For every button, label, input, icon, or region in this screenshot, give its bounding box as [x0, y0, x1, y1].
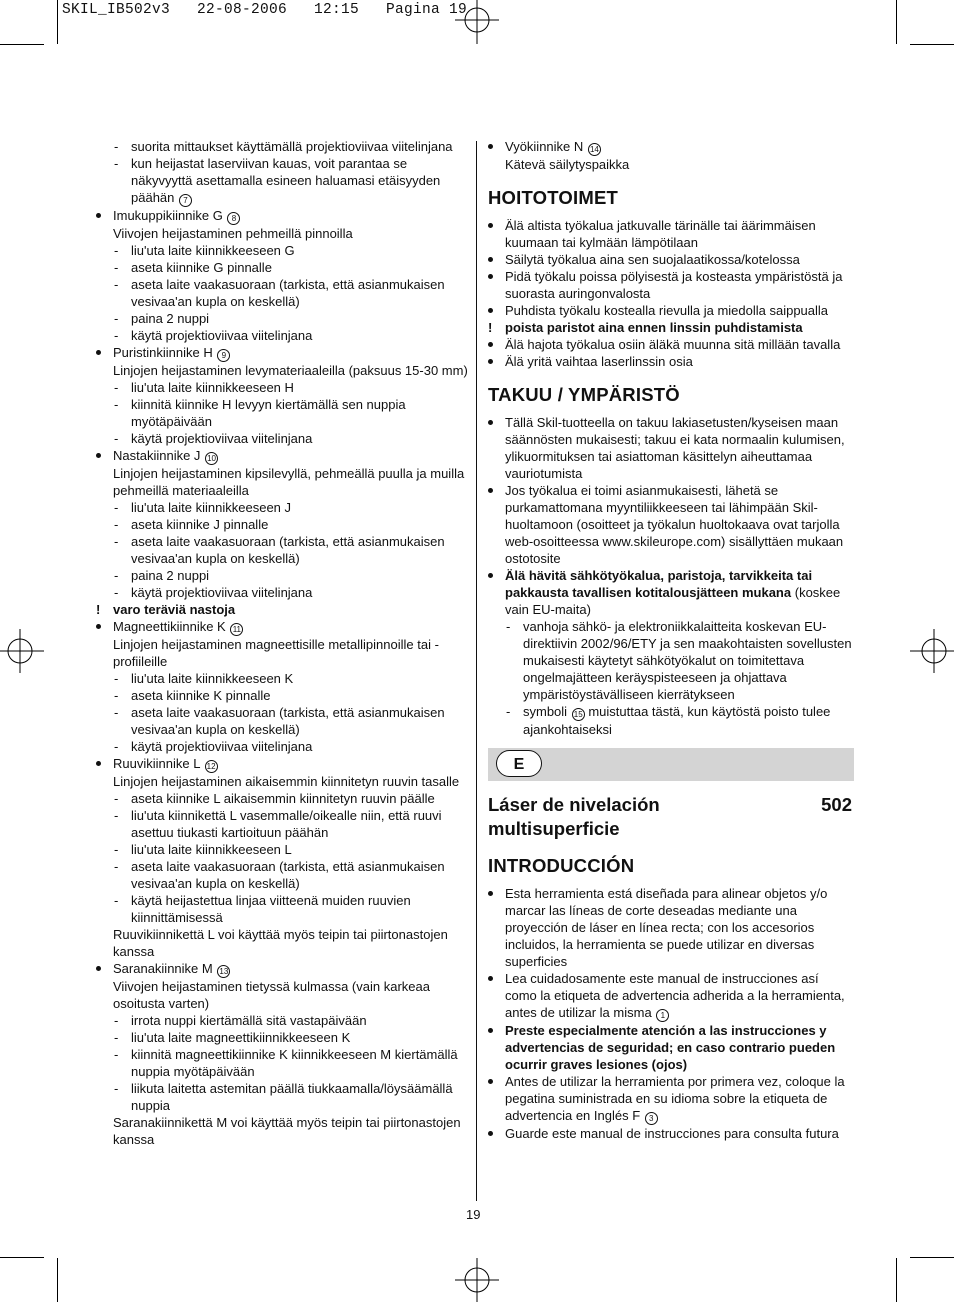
item-text-continued: muistuttaa tästä, kun käytöstä poisto tulee ajankohtaiseksi — [523, 704, 831, 737]
bullet-icon — [488, 223, 493, 228]
product-model: 502 — [821, 794, 852, 815]
dash-list-item — [96, 738, 468, 755]
dash-icon: - — [114, 431, 119, 446]
bullet-icon — [488, 488, 493, 493]
item-text: vanhoja sähkö- ja elektroniikkalaitteita koskevan EU-direktiivin 2002/96/ETY ja sen maakohtaisten sovellusten mukaisesti käytetyt sähkötyökalut on toimitettava ongelmajätteen keräyspisteeseen ja ohjattava ympäristöystävälliseen kierrätykseen — [523, 619, 852, 702]
item-text: Lea cuidadosamente este manual de instrucciones así como la etiqueta de advertencia adherida a la herramienta, antes de utilizar la misma — [505, 971, 845, 1020]
bullet-icon — [488, 274, 493, 279]
dash-list-item — [96, 516, 468, 533]
item-text: käytä projektioviivaa viitelinjana — [131, 431, 313, 446]
figure-ref-icon: 8 — [227, 212, 240, 225]
dash-icon: - — [114, 328, 119, 343]
item-text: varo teräviä nastoja — [113, 602, 236, 617]
dash-icon: - — [114, 671, 119, 686]
dash-icon: - — [114, 517, 119, 532]
language-bar — [488, 748, 854, 781]
item-text: liu'uta laite kiinnikkeeseen G — [131, 243, 295, 258]
item-text: Esta herramienta está diseñada para alinear objetos y/o marcar las líneas de corte deseadas mediante una proyección de láser en línea recta; con los accesorios incluidos, la herramienta se puede utilizar en diversas superficies — [505, 886, 828, 969]
bullet-list-item — [488, 414, 854, 482]
item-text: aseta kiinnike K pinnalle — [131, 688, 271, 703]
bullet-list-item — [96, 207, 468, 225]
product-name: Láser de nivelación multisuperficie — [488, 794, 660, 839]
dash-list-item — [96, 155, 468, 207]
item-text: Viivojen heijastaminen tietyssä kulmassa (vain karkeaa osoitusta varten) — [113, 979, 430, 1011]
bullet-list-item — [488, 1022, 854, 1073]
bullet-icon — [96, 453, 101, 458]
item-text: liu'uta laite kiinnikkeeseen K — [131, 671, 294, 686]
bullet-icon — [488, 1131, 493, 1136]
item-text: Saranakiinnikettä M voi käyttää myös teipin tai piirtonastojen kanssa — [113, 1115, 461, 1147]
paragraph — [96, 978, 468, 1012]
bullet-list-item — [96, 344, 468, 362]
dash-list-item — [488, 618, 854, 703]
dash-list-item — [96, 892, 468, 926]
item-text: Vyökiinnike N — [505, 139, 584, 154]
figure-ref-icon: 3 — [645, 1112, 658, 1125]
item-text: liu'uta laite kiinnikkeeseen L — [131, 842, 292, 857]
bullet-icon — [488, 891, 493, 896]
item-text: Imukuppikiinnike G — [113, 208, 223, 223]
item-text: kun heijastat laserviivan kauas, voit parantaa se näkyvyyttä asettamalla esineen haluamasi etäisyyden päähän — [131, 156, 441, 205]
warning-icon: ! — [96, 602, 101, 617]
bullet-icon — [488, 573, 493, 578]
item-text: poista paristot aina ennen linssin puhdistamista — [505, 320, 803, 335]
dash-list-item — [96, 858, 468, 892]
item-text: käytä projektioviivaa viitelinjana — [131, 585, 313, 600]
paragraph — [96, 362, 468, 379]
item-text: aseta laite vaakasuoraan (tarkista, että asianmukaisen vesivaa'an kupla on keskellä) — [131, 859, 445, 891]
item-text: Linjojen heijastaminen kipsilevyllä, pehmeällä puulla ja muilla pehmeillä materiaaleilla — [113, 466, 465, 498]
dash-list-item — [96, 533, 468, 567]
dash-icon: - — [114, 1081, 119, 1096]
bullet-list-item — [488, 302, 854, 319]
dash-icon: - — [114, 808, 119, 823]
dash-list-item — [96, 1029, 468, 1046]
item-text: kiinnitä kiinnike H levyyn kiertämällä sen nuppia myötäpäivään — [131, 397, 406, 429]
dash-icon: - — [114, 568, 119, 583]
dash-icon: - — [114, 1030, 119, 1045]
section-heading-takuu: TAKUU / YMPÄRISTÖ — [488, 384, 680, 405]
warranty-list — [488, 414, 854, 738]
dash-icon: - — [114, 859, 119, 874]
item-text: Linjojen heijastaminen aikaisemmin kiinnitetyn ruuvin tasalle — [113, 774, 460, 789]
item-text: paina 2 nuppi — [131, 311, 210, 326]
item-text: Jos työkalua ei toimi asianmukaisesti, lähetä se purkamattomana myyntiliikkeeseen tai lähimpään Skil-huoltamoon (osoitteet ja työkalun huoltokaava ovat tarjolla web-osoitteessa www.skileurope.com) sisällyttäen mukaan ostotosite — [505, 483, 844, 566]
dash-list-item — [96, 138, 468, 155]
dash-icon: - — [114, 739, 119, 754]
item-text: Linjojen heijastaminen magneettisille metallipinnoille tai -profiileille — [113, 637, 439, 669]
figure-ref-icon: 12 — [205, 760, 218, 773]
dash-icon: - — [114, 791, 119, 806]
bullet-list-item — [96, 755, 468, 773]
dash-list-item — [96, 1046, 468, 1080]
bullet-icon — [488, 976, 493, 981]
column-divider — [476, 141, 477, 1201]
dash-list-item — [96, 567, 468, 584]
dash-list-item — [96, 327, 468, 344]
item-text: Linjojen heijastaminen levymateriaaleilla (paksuus 15-30 mm) — [113, 363, 468, 378]
item-text: kiinnitä magneettikiinnike K kiinnikkeeseen M kiertämällä nuppia myötäpäivään — [131, 1047, 458, 1079]
figure-ref-icon: 1 — [656, 1009, 669, 1022]
figure-ref-icon: 13 — [217, 965, 230, 978]
spanish-product-title — [488, 793, 854, 841]
dash-list-item — [96, 704, 468, 738]
dash-icon: - — [114, 585, 119, 600]
dash-list-item — [96, 259, 468, 276]
item-text: Antes de utilizar la herramienta por primera vez, coloque la pegatina suministrada en su idioma sobre la etiqueta de advertencia en Inglés F — [505, 1074, 845, 1123]
warning-item — [488, 319, 854, 336]
dash-icon: - — [114, 139, 119, 154]
figure-ref-icon: 14 — [588, 143, 601, 156]
right-column — [488, 138, 854, 1142]
item-text: Saranakiinnike M — [113, 961, 213, 976]
dash-icon: - — [114, 260, 119, 275]
registration-mark-right — [910, 626, 954, 676]
dash-list-item — [96, 1012, 468, 1029]
item-text: Kätevä säilytyspaikka — [505, 157, 630, 172]
item-text: aseta laite vaakasuoraan (tarkista, että asianmukaisen vesivaa'an kupla on keskellä) — [131, 534, 445, 566]
dash-icon: - — [114, 534, 119, 549]
item-text: Puhdista työkalu kostealla rievulla ja miedolla saippualla — [505, 303, 829, 318]
bullet-list-item — [488, 138, 854, 156]
item-text: irrota nuppi kiertämällä sitä vastapäivään — [131, 1013, 367, 1028]
dash-list-item — [96, 242, 468, 259]
bullet-icon — [96, 350, 101, 355]
dash-list-item — [96, 396, 468, 430]
bullet-list-item — [488, 970, 854, 1022]
dash-list-item — [96, 310, 468, 327]
registration-mark-bottom — [452, 1258, 502, 1302]
bullet-icon — [488, 144, 493, 149]
bullet-list-item — [96, 618, 468, 636]
paragraph — [96, 225, 468, 242]
section-heading-introduccion: INTRODUCCIÓN — [488, 855, 635, 876]
paragraph — [488, 156, 854, 173]
item-text: aseta kiinnike G pinnalle — [131, 260, 272, 275]
dash-icon: - — [114, 842, 119, 857]
figure-ref-icon: 15 — [572, 708, 585, 721]
dash-list-item — [96, 687, 468, 704]
bullet-list-item — [488, 885, 854, 970]
bullet-list-item — [488, 336, 854, 353]
figure-ref-icon: 9 — [217, 349, 230, 362]
warning-icon: ! — [488, 320, 493, 335]
item-text: liu'uta laite kiinnikkeeseen J — [131, 500, 292, 515]
paragraph — [96, 926, 468, 960]
item-text: aseta laite vaakasuoraan (tarkista, että asianmukaisen vesivaa'an kupla on keskellä) — [131, 705, 445, 737]
bullet-list-item — [488, 1073, 854, 1125]
item-bold-text: Preste especialmente atención a las instrucciones y advertencias de seguridad; en caso contrario pueden ocurrir graves lesiones (ojos) — [505, 1023, 836, 1072]
bullet-icon — [488, 342, 493, 347]
item-text: aseta kiinnike J pinnalle — [131, 517, 269, 532]
dash-icon: - — [506, 619, 511, 634]
item-text: käytä projektioviivaa viitelinjana — [131, 739, 313, 754]
item-bold-text: Älä hävitä sähkötyökalua, paristoja, tarvikkeita tai pakkausta tavallisen kotitalousjätteen mukana — [505, 568, 813, 600]
dash-icon: - — [114, 1013, 119, 1028]
item-text: suorita mittaukset käyttämällä projektioviivaa viitelinjana — [131, 139, 453, 154]
item-text: Ruuvikiinnikettä L voi käyttää myös teipin tai piirtonastojen kanssa — [113, 927, 448, 959]
section-heading-hoitotoimet: HOITOTOIMET — [488, 187, 618, 208]
paragraph — [96, 1114, 468, 1148]
item-text: liu'uta laite kiinnikkeeseen H — [131, 380, 294, 395]
dash-list-item — [488, 703, 854, 738]
item-text: Tällä Skil-tuotteella on takuu lakiasetusten/kyseisen maan säännösten mukaisesti; takuu ei kata normaalin kulumisen, ylikuormituksen tai asiattoman käsittelyn aiheuttamaa vauriotumista — [505, 415, 845, 481]
dash-list-item — [96, 807, 468, 841]
introduction-list — [488, 885, 854, 1142]
dash-list-item — [96, 841, 468, 858]
item-text: käytä heijastettua linjaa viitteenä muiden ruuvien kiinnittämisessä — [131, 893, 411, 925]
figure-ref-icon: 11 — [230, 623, 243, 636]
language-badge: E — [496, 750, 542, 777]
dash-icon: - — [506, 704, 511, 719]
bullet-icon — [488, 1079, 493, 1084]
item-text: symboli — [523, 704, 568, 719]
item-text: liu'uta kiinnikettä L vasemmalle/oikealle niin, että ruuvi asettuu tiukasti kartioituun päähän — [131, 808, 442, 840]
paragraph — [96, 773, 468, 790]
bullet-icon — [96, 624, 101, 629]
figure-ref-icon: 10 — [205, 452, 218, 465]
bullet-list-item — [488, 353, 854, 370]
dash-icon: - — [114, 893, 119, 908]
item-text: Pidä työkalu poissa pölyisestä ja kosteasta ympäristöstä ja suorasta auringonvalosta — [505, 269, 843, 301]
warning-item — [96, 601, 468, 618]
item-text: Säilytä työkalua aina sen suojalaatikossa/kotelossa — [505, 252, 800, 267]
bullet-icon — [488, 308, 493, 313]
item-text: Viivojen heijastaminen pehmeillä pinnoilla — [113, 226, 353, 241]
paragraph — [96, 465, 468, 499]
bullet-icon — [488, 420, 493, 425]
item-text: Älä hajota työkalua osiin äläkä muunna sitä millään tavalla — [505, 337, 841, 352]
dash-icon: - — [114, 500, 119, 515]
item-text: Magneettikiinnike K — [113, 619, 226, 634]
paragraph — [96, 636, 468, 670]
dash-icon: - — [114, 688, 119, 703]
bullet-icon — [96, 761, 101, 766]
registration-mark-left — [0, 626, 44, 676]
item-text: Älä altista työkalua jatkuvalle tärinälle tai äärimmäisen kuumaan tai kylmään lämpötilaan — [505, 218, 816, 250]
item-text: Nastakiinnike J — [113, 448, 201, 463]
dash-list-item — [96, 1080, 468, 1114]
page-number: 19 — [466, 1207, 481, 1222]
belt-clip-item — [488, 138, 854, 173]
figure-ref-icon: 7 — [179, 194, 192, 207]
item-text: liikuta laitetta astemitan päällä tiukkaamalla/löysäämällä nuppia — [131, 1081, 453, 1113]
bullet-list-item — [96, 960, 468, 978]
dash-icon: - — [114, 277, 119, 292]
left-column — [96, 138, 468, 1148]
registration-mark-top — [452, 0, 502, 44]
dash-list-item — [96, 790, 468, 807]
bullet-icon — [488, 1028, 493, 1033]
bullet-list-item — [488, 217, 854, 251]
bullet-icon — [488, 359, 493, 364]
item-text: Älä yritä vaihtaa laserlinssin osia — [505, 354, 693, 369]
dash-icon: - — [114, 397, 119, 412]
page-header: SKIL_IB502v3 22-08-2006 12:15 Pagina 19 — [62, 2, 468, 18]
dash-list-item — [96, 430, 468, 447]
dash-icon: - — [114, 243, 119, 258]
item-text: Guarde este manual de instrucciones para consulta futura — [505, 1126, 839, 1141]
dash-list-item — [96, 379, 468, 396]
item-text: liu'uta laite magneettikiinnikkeeseen K — [131, 1030, 351, 1045]
bullet-list-item — [488, 1125, 854, 1142]
dash-icon: - — [114, 380, 119, 395]
dash-list-item — [96, 276, 468, 310]
item-text: aseta laite vaakasuoraan (tarkista, että asianmukaisen vesivaa'an kupla on keskellä) — [131, 277, 445, 309]
item-text: Ruuvikiinnike L — [113, 756, 200, 771]
item-text: aseta kiinnike L aikaisemmin kiinnitetyn ruuvin päälle — [131, 791, 435, 806]
bullet-icon — [488, 257, 493, 262]
dash-list-item — [96, 499, 468, 516]
bullet-list-item — [488, 251, 854, 268]
bullet-list-item — [488, 268, 854, 302]
item-text: Puristinkiinnike H — [113, 345, 213, 360]
bullet-icon — [96, 213, 101, 218]
item-text: käytä projektioviivaa viitelinjana — [131, 328, 313, 343]
bullet-list-item — [96, 447, 468, 465]
item-text: (koskee vain EU-maita) — [505, 585, 841, 617]
dash-list-item — [96, 670, 468, 687]
bullet-list-item — [488, 567, 854, 618]
dash-icon: - — [114, 311, 119, 326]
bullet-icon — [96, 966, 101, 971]
dash-icon: - — [114, 705, 119, 720]
maintenance-list — [488, 217, 854, 370]
dash-icon: - — [114, 1047, 119, 1062]
item-text: paina 2 nuppi — [131, 568, 210, 583]
dash-list-item — [96, 584, 468, 601]
bullet-list-item — [488, 482, 854, 567]
dash-icon: - — [114, 156, 119, 171]
